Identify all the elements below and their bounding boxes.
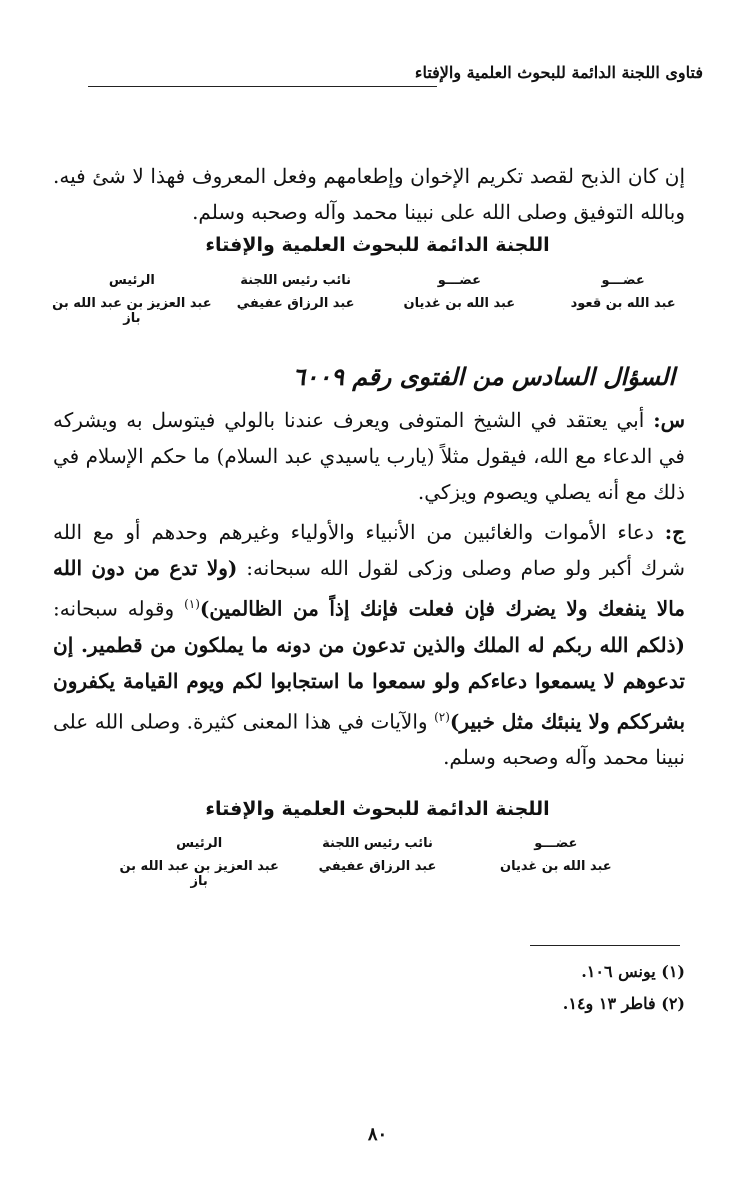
member-role: الرئيس [176,836,223,851]
signature-member-2 [378,273,542,326]
signature-member [467,836,645,889]
quran-quote-1: (ولا تدع من دون الله مالا ينفعك ولا يضرك فإن فعلت فإنك إذاً من الظالمين) [53,556,685,621]
question-title: السؤال السادس من الفتوى رقم ٦٠٠٩ [292,362,675,391]
member-name: عبد الرزاق عفيفي [236,296,355,311]
signature-row-2 [110,836,645,889]
answer-mid: وقوله سبحانه: [53,596,175,621]
question-text: أبي يعتقد في الشيخ المتوفى ويعرف عندنا بالولي فيتوسل به ويشركه في الدعاء مع الله، فيقول مثلاً (يارب ياسيدي عبد السلام) ما حكم الإسلام في ذلك مع أنه يصلي ويصوم ويزكي. [53,408,685,504]
footnote-ref-1: (١) [184,597,200,611]
committee-title-2: اللجنة الدائمة للبحوث العلمية والإفتاء [205,798,550,820]
question-paragraph [53,402,685,510]
footnote-ref-2: (٢) [434,709,450,724]
answer-outro: والآيات في هذا المعنى كثيرة. وصلى الله على نبينا محمد وآله وصحبه وسلم. [53,709,685,770]
signature-chair [50,273,214,326]
member-name: عبد الله بن قعود [570,296,676,311]
member-role: نائب رئيس اللجنة [322,836,433,851]
signature-chair [110,836,288,889]
member-role: عضـــو [601,273,645,288]
answer-label: ج: [664,520,685,544]
member-name: عبد الله بن غديان [500,859,612,874]
signature-member-1 [541,273,705,326]
member-name: عبد العزيز بن عبد الله بن باز [52,296,212,326]
answer-intro: دعاء الأموات والغائبين من الأنبياء والأولياء وغيرهم وحدهم أو مع الله شرك أكبر ولو صام وصلى وزكى لقول الله سبحانه: [53,520,685,580]
footnote-2: (٢) فاطر ١٣ و١٤. [562,994,685,1013]
answer-line-1: إن كان الذبح لقصد تكريم الإخوان وإطعامهم وفعل المعروف فهذا لا شئ فيه. [53,164,685,188]
signature-row-1 [50,273,705,326]
member-role: الرئيس [108,273,155,288]
question-label: س: [653,408,685,432]
member-name: عبد الله بن غديان [403,296,516,311]
answer-line-2: وبالله التوفيق وصلى الله على نبينا محمد وآله وصحبه وسلم. [192,200,685,224]
page-number: ٨٠ [367,1124,388,1145]
committee-title-1: اللجنة الدائمة للبحوث العلمية والإفتاء [205,234,550,256]
answer-continuation [53,158,685,230]
answer-paragraph [53,514,685,775]
member-name: عبد الرزاق عفيفي [318,859,437,874]
header-rule [88,86,437,87]
signature-vice-chair [214,273,378,326]
running-header: فتاوى اللجنة الدائمة للبحوث العلمية والإفتاء [414,63,703,82]
quran-quote-2: (ذلكم الله ربكم له الملك والذين تدعون من دونه ما يملكون من قطمير. إن تدعوهم لا يسمعوا دعاءكم ولو سمعوا ما استجابوا لكم ويوم القيامة يكفرون بشرككم ولا ينبئك مثل خبير) [53,632,686,734]
footnote-1: (١) يونس ١٠٦. [581,962,685,981]
member-role: عضـــو [437,273,481,288]
member-role: عضـــو [534,836,578,851]
footnote-rule [530,945,680,946]
member-role: نائب رئيس اللجنة [240,273,351,288]
member-name: عبد العزيز بن عبد الله بن باز [119,859,279,889]
signature-vice-chair [288,836,466,889]
